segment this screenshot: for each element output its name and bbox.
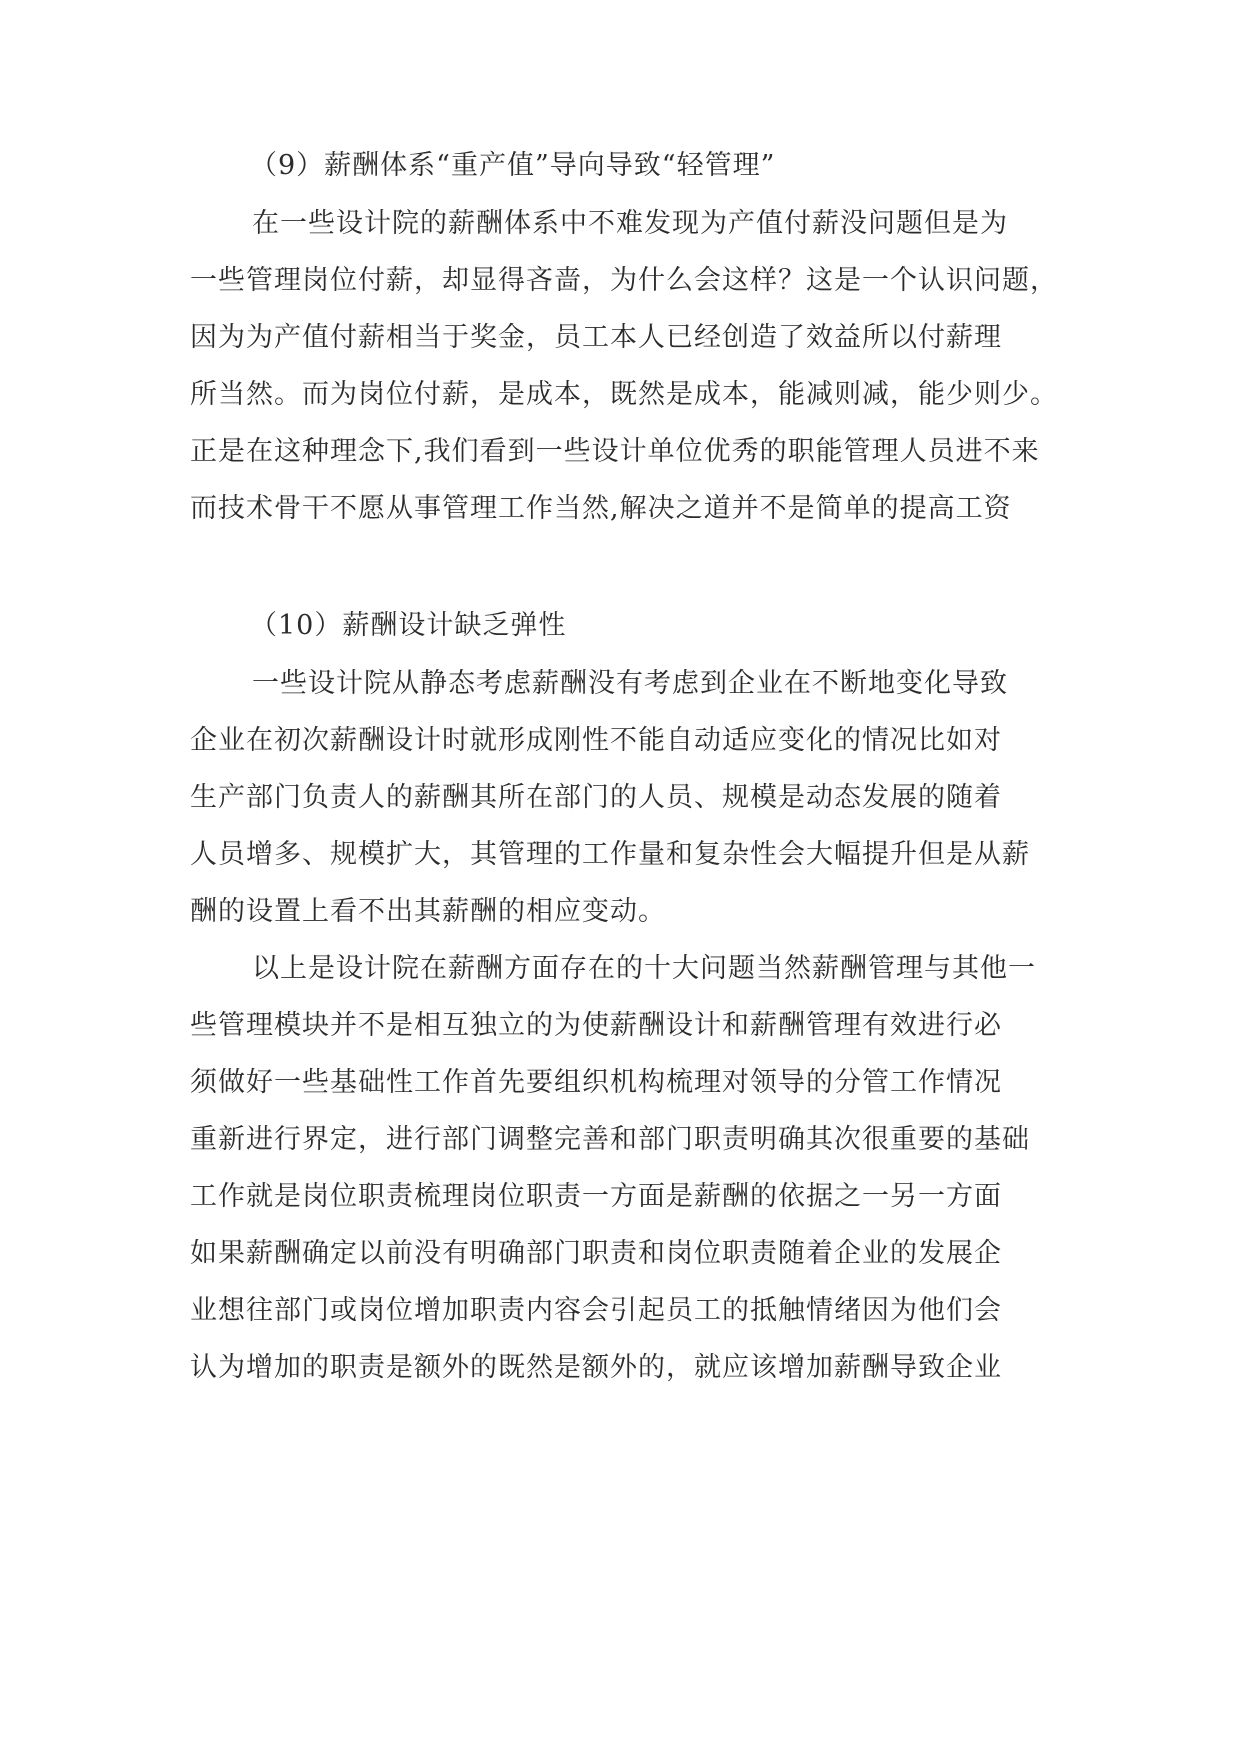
paragraph-line: 因为为产值付薪相当于奖金，员工本人已经创造了效益所以付薪理 [190, 322, 1002, 353]
paragraph-line: 须做好一些基础性工作首先要组织机构梳理对领导的分管工作情况 [190, 1067, 1002, 1098]
paragraph-line: 工作就是岗位职责梳理岗位职责一方面是薪酬的依据之一另一方面 [190, 1181, 1002, 1212]
paragraph-line: 企业在初次薪酬设计时就形成刚性不能自动适应变化的情况比如对 [190, 725, 1002, 756]
paragraph-line: 重新进行界定，进行部门调整完善和部门职责明确其次很重要的基础 [190, 1124, 1030, 1155]
paragraph-line: 如果薪酬确定以前没有明确部门职责和岗位职责随着企业的发展企 [190, 1238, 1002, 1269]
paragraph-line: 人员增多、规模扩大，其管理的工作量和复杂性会大幅提升但是从薪 [190, 839, 1030, 870]
section-10-heading: （10）薪酬设计缺乏弹性 [250, 610, 567, 641]
paragraph-line: 以上是设计院在薪酬方面存在的十大问题当然薪酬管理与其他一 [252, 953, 1036, 984]
paragraph-line: 正是在这种理念下,我们看到一些设计单位优秀的职能管理人员进不来 [190, 436, 1040, 467]
section-9-heading: （9）薪酬体系“重产值”导向导致“轻管理” [250, 150, 776, 181]
paragraph-line: 所当然。而为岗位付薪，是成本，既然是成本，能减则减，能少则少。 [190, 379, 1058, 410]
paragraph-line: 一些设计院从静态考虑薪酬没有考虑到企业在不断地变化导致 [252, 668, 1008, 699]
paragraph-line: 生产部门负责人的薪酬其所在部门的人员、规模是动态发展的随着 [190, 782, 1002, 813]
paragraph-line: 些管理模块并不是相互独立的为使薪酬设计和薪酬管理有效进行必 [190, 1010, 1002, 1041]
paragraph-line: 认为增加的职责是额外的既然是额外的，就应该增加薪酬导致企业 [190, 1352, 1002, 1383]
paragraph-line: 业想往部门或岗位增加职责内容会引起员工的抵触情绪因为他们会 [190, 1295, 1002, 1326]
paragraph-line: 而技术骨干不愿从事管理工作当然,解决之道并不是简单的提高工资 [190, 493, 1012, 524]
paragraph-line: 酬的设置上看不出其薪酬的相应变动。 [190, 896, 666, 927]
paragraph-line: 一些管理岗位付薪，却显得吝啬，为什么会这样？这是一个认识问题， [190, 265, 1058, 296]
paragraph-line: 在一些设计院的薪酬体系中不难发现为产值付薪没问题但是为 [252, 208, 1008, 239]
